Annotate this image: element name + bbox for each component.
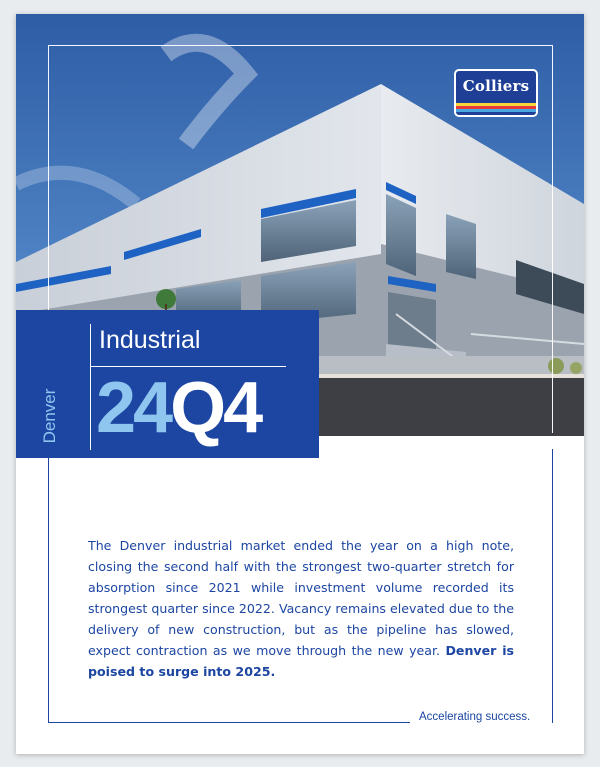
report-cover-page	[16, 14, 584, 754]
logo-stripes	[456, 103, 536, 112]
report-period	[96, 368, 260, 448]
tagline: Accelerating success.	[419, 711, 531, 723]
period-year: 24	[96, 368, 171, 448]
period-quarter: Q4	[170, 368, 261, 448]
title-divider-horizontal	[90, 366, 286, 367]
sector-label: Industrial	[99, 326, 201, 354]
colliers-logo	[454, 69, 538, 117]
summary-body: The Denver industrial market ended the year on a high note, closing the second half with the strongest two-quarter stretch for absorption since 2021 while investment volume recorded its strongest quarter since 2022. Vacancy remains elevated due to the delivery of new construction, but as the pipeline has slowed, expect contraction as we move through the new year.	[88, 537, 514, 658]
logo-wordmark: Colliers	[462, 77, 530, 95]
frame-bottom-rule	[48, 722, 410, 723]
logo-stripe-blue	[456, 109, 536, 112]
market-summary	[88, 535, 514, 682]
city-label: Denver	[40, 388, 59, 444]
title-divider-vertical	[90, 324, 91, 450]
report-title-block	[16, 310, 319, 458]
summary-highlight: Denver is poised to surge into 2025.	[88, 642, 515, 679]
